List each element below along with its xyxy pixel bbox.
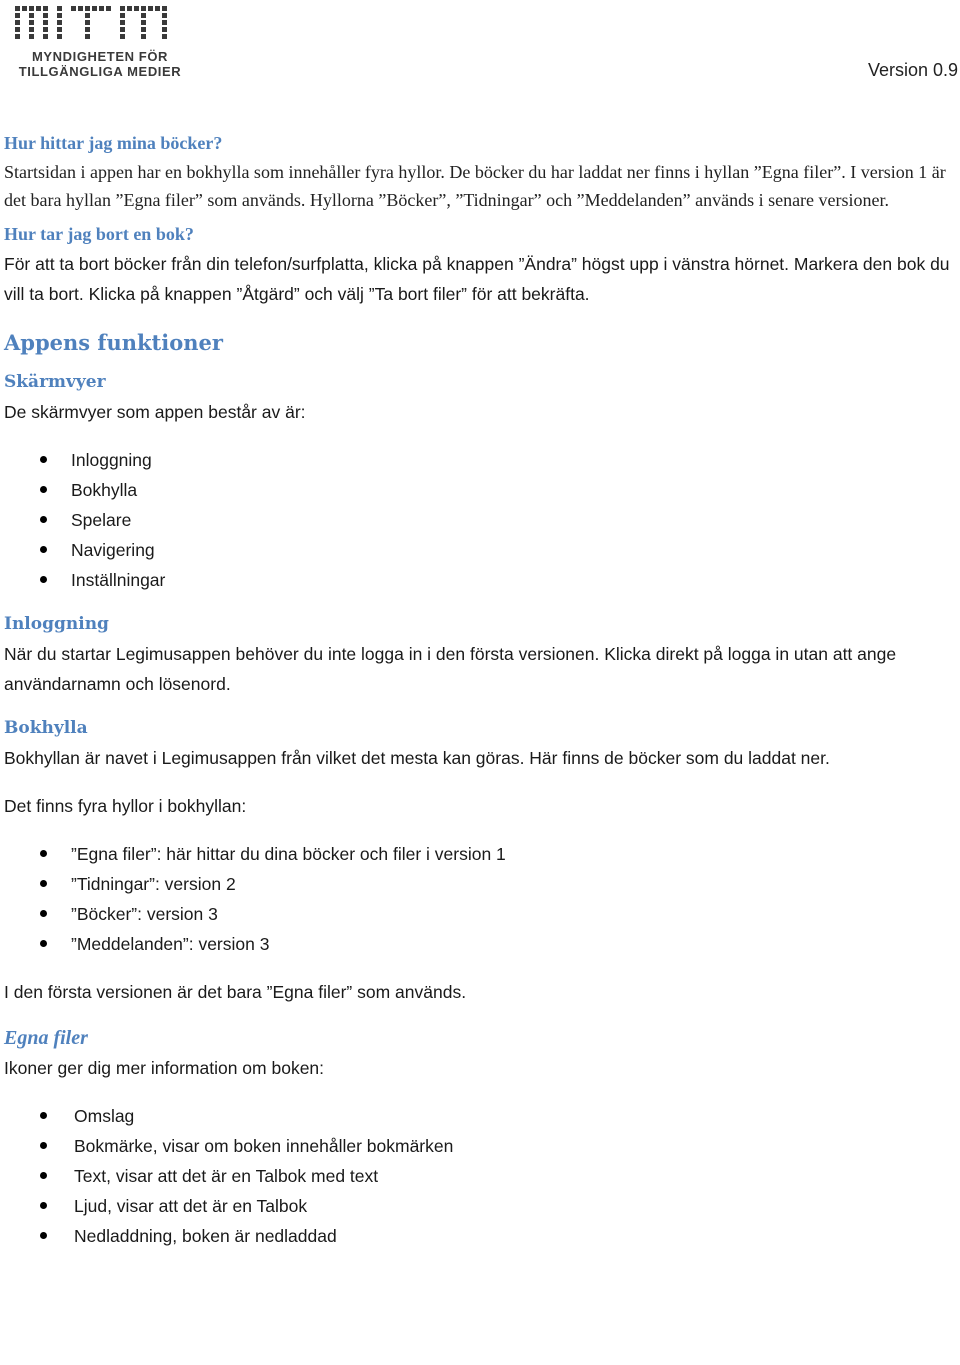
list-item: Text, visar att det är en Talbok med text [4, 1161, 954, 1191]
own-files-intro: Ikoner ger dig mer information om boken: [4, 1058, 325, 1078]
faq-question: Hur hittar jag mina böcker? [4, 133, 223, 153]
bullet-icon [40, 576, 47, 583]
screens-intro: De skärmvyer som appen består av är: [4, 402, 306, 422]
bullet-icon [40, 486, 47, 493]
logo-text-line2: TILLGÄNGLIGA MEDIER [18, 64, 182, 79]
bullet-icon [40, 1232, 47, 1239]
bullet-icon [40, 910, 47, 917]
list-item: Navigering [4, 535, 954, 565]
shelves-list [4, 839, 954, 959]
list-item: Inställningar [4, 565, 954, 595]
subheading-screens: Skärmvyer [4, 372, 106, 392]
bullet-icon [40, 1142, 47, 1149]
bullet-icon [40, 880, 47, 887]
bullet-icon [40, 546, 47, 553]
list-item: Ljud, visar att det är en Talbok [4, 1191, 954, 1221]
list-item: Nedladdning, boken är nedladdad [4, 1221, 954, 1251]
bullet-icon [40, 516, 47, 523]
subheading-own-files: Egna filer [4, 1027, 88, 1049]
faq-answer: För att ta bort böcker från din telefon/surfplatta, klicka på knappen ”Ändra” högst upp i vänstra hörnet. Markera den bok du vill ta bort. Klicka på knappen ”Åtgärd” och välj ”Ta bort filer” för att bekräfta. [4, 254, 950, 304]
list-item: Inloggning [4, 445, 954, 475]
screens-list [4, 445, 954, 595]
list-item: Bokhylla [4, 475, 954, 505]
bullet-icon [40, 1112, 47, 1119]
list-item: ”Meddelanden”: version 3 [4, 929, 954, 959]
logo-graphic-icon [5, 2, 195, 50]
list-item: Omslag [4, 1101, 954, 1131]
login-text: När du startar Legimusappen behöver du inte logga in i den första versionen. Klicka direkt på logga in utan att ange användarnamn och lösenord. [4, 644, 897, 694]
bookshelf-note: I den första versionen är det bara ”Egna filer” som används. [4, 982, 467, 1002]
list-item: Spelare [4, 505, 954, 535]
document-body [4, 128, 954, 1251]
list-item: ”Egna filer”: här hittar du dina böcker och filer i version 1 [4, 839, 954, 869]
bookshelf-text: Bokhyllan är navet i Legimusappen från vilket det mesta kan göras. Här finns de böcker som du laddat ner. [4, 748, 830, 768]
bullet-icon [40, 1172, 47, 1179]
faq-answer: Startsidan i appen har en bokhylla som innehåller fyra hyllor. De böcker du har laddat ner finns i hyllan ”Egna filer”. I version 1 är det bara hyllan ”Egna filer” som används. Hyllorna ”Böcker”, ”Tidningar” och ”Meddelanden” används i senare versioner. [4, 162, 946, 210]
bullet-icon [40, 940, 47, 947]
icons-list [4, 1101, 954, 1251]
list-item: ”Tidningar”: version 2 [4, 869, 954, 899]
mtm-logo [5, 2, 195, 82]
section-heading-functions: Appens funktioner [4, 330, 223, 355]
subheading-login: Inloggning [4, 614, 109, 634]
bullet-icon [40, 1202, 47, 1209]
logo-text-line1: MYNDIGHETEN FÖR [31, 49, 169, 64]
list-item: ”Böcker”: version 3 [4, 899, 954, 929]
list-item: Bokmärke, visar om boken innehåller bokmärken [4, 1131, 954, 1161]
bullet-icon [40, 850, 47, 857]
faq-question: Hur tar jag bort en bok? [4, 224, 194, 244]
shelves-intro: Det finns fyra hyllor i bokhyllan: [4, 796, 247, 816]
bullet-icon [40, 456, 47, 463]
page-header [0, 0, 960, 90]
subheading-bookshelf: Bokhylla [4, 718, 88, 738]
version-label: Version 0.9 [867, 60, 958, 80]
